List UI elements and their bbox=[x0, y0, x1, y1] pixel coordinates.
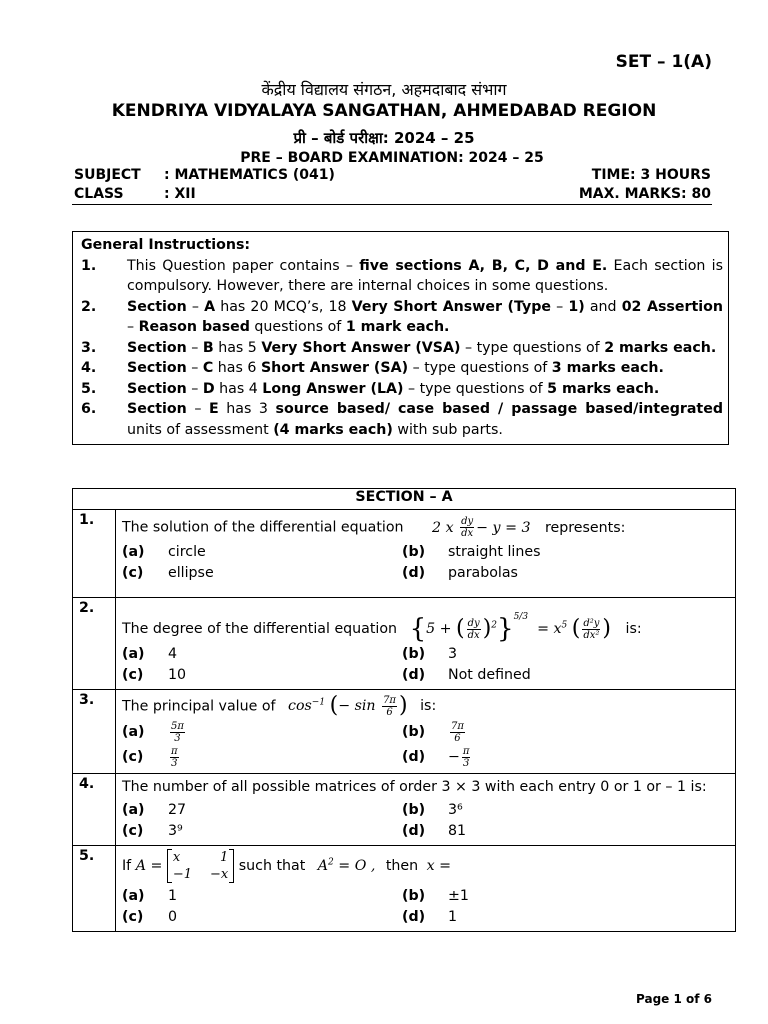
option-c bbox=[122, 821, 402, 841]
option-label: (d) bbox=[402, 908, 426, 925]
instruction-text: Section – C has 6 Short Answer (SA) – type questions of 3 marks each. bbox=[127, 360, 664, 376]
question-number: 2. bbox=[73, 598, 116, 690]
question-text: The solution of the differential equation bbox=[122, 519, 404, 536]
question-row bbox=[73, 773, 736, 845]
question-number: 1. bbox=[73, 510, 116, 598]
max-marks: MAX. MARKS: 80 bbox=[578, 186, 711, 202]
option-a: (a) $\frac{5\pi}{3}$ bbox=[122, 720, 184, 744]
option-value: 3⁶ bbox=[448, 801, 463, 818]
option-d bbox=[402, 821, 729, 841]
instruction-text: Section – E has 3 source based/ case based / passage based/integrated units of assessment (4 marks each) with sub parts. bbox=[127, 401, 723, 438]
option-d: (d) − $\frac{\pi}{3}$ bbox=[402, 745, 470, 769]
option-a bbox=[122, 644, 402, 664]
instruction-item bbox=[81, 358, 723, 379]
option-value: 1 bbox=[168, 887, 178, 904]
option-value: 0 bbox=[168, 908, 178, 925]
instruction-item bbox=[81, 379, 723, 400]
option-value: ±1 bbox=[448, 887, 469, 904]
option-label: (c) bbox=[122, 822, 144, 839]
general-instructions-box bbox=[72, 231, 729, 445]
option-b: (b) $\frac{7\pi}{6}$ bbox=[402, 720, 464, 744]
option-b bbox=[402, 800, 729, 820]
option-d bbox=[402, 665, 729, 685]
option-c: (c) $\frac{\pi}{3}$ bbox=[122, 745, 178, 769]
instruction-text: This Question paper contains – five sections A, B, C, D and E. Each section is compulsory. However, there are internal choices in some questions. bbox=[127, 257, 723, 294]
class-label: CLASS bbox=[74, 186, 124, 202]
option-c bbox=[122, 665, 402, 685]
header-divider bbox=[72, 204, 712, 205]
class-line bbox=[74, 186, 196, 202]
exam-title-hindi: प्री – बोर्ड परीक्षा: 2024 – 25 bbox=[293, 129, 475, 147]
question-text-mid: such that bbox=[238, 857, 306, 874]
option-label: (d) bbox=[402, 565, 426, 581]
matrix-equation: A = x 1 −1 −x bbox=[136, 858, 235, 874]
option-value: 1 bbox=[448, 908, 458, 925]
set-label: SET – 1(A) bbox=[615, 52, 712, 72]
question-text-after: represents: bbox=[545, 519, 626, 536]
option-label: (c) bbox=[122, 908, 144, 925]
question-text: The principal value of bbox=[122, 698, 276, 715]
instruction-item bbox=[81, 297, 723, 338]
option-value: 4 bbox=[168, 645, 178, 662]
subject-value: : MATHEMATICS (041) bbox=[164, 167, 335, 183]
option-label: (c) bbox=[122, 666, 144, 683]
equation: {5 + ( $\frac{dy}{dx}$ )$^2\}^{5/3} = x^5$ ( $\frac{\text{d²y}}{\text{dx²}}$ ) bbox=[409, 612, 611, 644]
options bbox=[122, 542, 729, 583]
option-value: straight lines bbox=[448, 544, 541, 560]
instruction-item bbox=[81, 338, 723, 359]
option-a bbox=[122, 886, 402, 906]
option-label: (a) bbox=[122, 801, 145, 818]
option-label: (d) bbox=[402, 822, 426, 839]
option-value: 3⁹ bbox=[168, 822, 183, 839]
options bbox=[122, 721, 729, 769]
option-value: Not defined bbox=[448, 666, 531, 683]
subject-line bbox=[74, 167, 335, 183]
option-b bbox=[402, 542, 729, 562]
instructions-list bbox=[81, 256, 723, 441]
option-b bbox=[402, 644, 729, 664]
question-row bbox=[73, 598, 736, 690]
class-value: : XII bbox=[164, 186, 196, 202]
question-text: The number of all possible matrices of order 3 × 3 with each entry 0 or 1 or – 1 is: bbox=[122, 778, 707, 795]
option-value: 3 bbox=[448, 645, 458, 662]
equation: $\cos^{-1}$ (− sin $\frac{7\pi}{6}$ ) bbox=[288, 693, 408, 719]
option-label: (a) bbox=[122, 645, 145, 662]
instruction-text: Section – D has 4 Long Answer (LA) – type questions of 5 marks each. bbox=[127, 380, 660, 397]
option-b bbox=[402, 886, 729, 906]
page-number: Page 1 of 6 bbox=[636, 992, 712, 1006]
option-d bbox=[402, 907, 729, 927]
option-value: 10 bbox=[168, 666, 187, 683]
option-label: (b) bbox=[402, 645, 426, 662]
option-value: 81 bbox=[448, 822, 467, 839]
question-row bbox=[73, 510, 736, 598]
option-value: 27 bbox=[168, 801, 187, 818]
question-text-after: then bbox=[385, 857, 419, 874]
question-text-after: is: bbox=[625, 621, 642, 637]
time-allowed: TIME: 3 HOURS bbox=[591, 167, 711, 183]
condition: $A^2 = O$ , bbox=[317, 857, 376, 874]
instruction-number: 4. bbox=[81, 360, 97, 376]
option-value: parabolas bbox=[448, 565, 518, 581]
question-row bbox=[73, 689, 736, 773]
option-d bbox=[402, 563, 729, 583]
option-label: (a) bbox=[122, 887, 145, 904]
exam-title: PRE – BOARD EXAMINATION: 2024 – 25 bbox=[240, 150, 544, 166]
subject-label: SUBJECT bbox=[74, 167, 141, 183]
org-name: KENDRIYA VIDYALAYA SANGATHAN, AHMEDABAD REGION bbox=[111, 101, 657, 121]
option-label: (b) bbox=[402, 801, 426, 818]
option-value: circle bbox=[168, 544, 206, 560]
question-number: 3. bbox=[73, 689, 116, 773]
option-c bbox=[122, 907, 402, 927]
instruction-number: 1. bbox=[81, 257, 97, 274]
instruction-item bbox=[81, 256, 723, 297]
unknown: x = bbox=[426, 857, 452, 874]
instructions-title: General Instructions: bbox=[81, 237, 251, 253]
options bbox=[122, 644, 729, 685]
questions-table bbox=[72, 488, 736, 932]
instruction-number: 2. bbox=[81, 298, 97, 315]
option-label: (b) bbox=[402, 544, 426, 560]
option-a bbox=[122, 800, 402, 820]
equation: 2 x $\frac{dy}{dx}$ − y = 3 bbox=[432, 516, 531, 539]
question-number: 4. bbox=[73, 773, 116, 845]
instruction-number: 6. bbox=[81, 401, 97, 417]
option-label: (c) bbox=[122, 565, 144, 581]
question-text: The degree of the differential equation bbox=[122, 621, 398, 637]
instruction-item bbox=[81, 399, 723, 440]
option-c bbox=[122, 563, 402, 583]
question-row bbox=[73, 845, 736, 931]
option-a bbox=[122, 542, 402, 562]
question-text: If bbox=[122, 857, 132, 874]
option-value: ellipse bbox=[168, 565, 214, 581]
option-label: (d) bbox=[402, 666, 426, 683]
section-title: SECTION – A bbox=[73, 489, 736, 510]
instruction-number: 3. bbox=[81, 339, 97, 356]
org-name-hindi: केंद्रीय विद्यालय संगठन, अहमदाबाद संभाग bbox=[261, 80, 507, 99]
option-label: (b) bbox=[402, 887, 426, 904]
option-label: (a) bbox=[122, 544, 145, 560]
instruction-number: 5. bbox=[81, 380, 97, 397]
options bbox=[122, 800, 729, 841]
question-number: 5. bbox=[73, 845, 116, 931]
question-text-after: is: bbox=[420, 698, 437, 715]
instruction-text: Section – B has 5 Very Short Answer (VSA) – type questions of 2 marks each. bbox=[127, 339, 717, 356]
instruction-text: Section – A has 20 MCQ’s, 18 Very Short Answer (Type – 1) and 02 Assertion – Reason based questions of 1 mark each. bbox=[127, 298, 723, 335]
options bbox=[122, 886, 729, 927]
